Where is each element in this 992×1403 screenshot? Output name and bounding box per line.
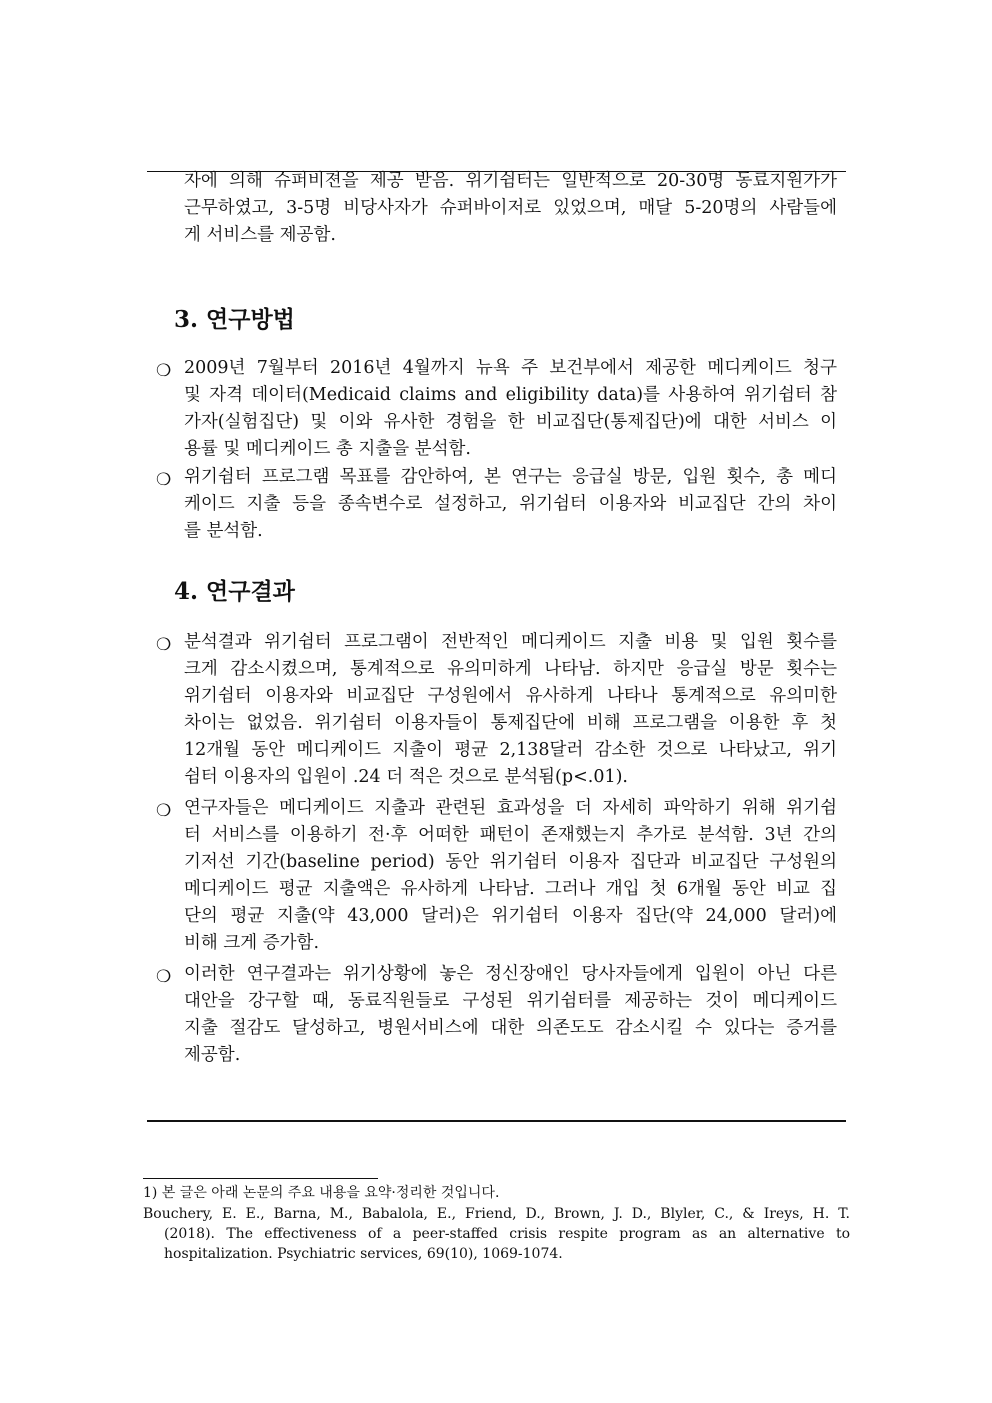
text-line: 를 분석함. <box>184 521 263 541</box>
footnote-separator <box>143 1178 378 1179</box>
text-line: 게 서비스를 제공함. <box>184 225 336 245</box>
text-line: 기저선 기간(baseline period) 동안 위기쉼터 이용자 집단과 비교집단 구성원의 <box>184 852 837 872</box>
bullet-paragraph <box>184 629 837 791</box>
bullet-circle-icon: ❍ <box>156 801 172 821</box>
text-line: 터 서비스를 이용하기 전·후 어떠한 패턴이 존재했는지 추가로 분석함. 3년 간의 <box>184 825 837 845</box>
citation-line: Bouchery, E. E., Barna, M., Babalola, E., Friend, D., Brown, J. D., Blyler, C., & Ireys, H. T. <box>143 1206 850 1222</box>
text-line: 가자(실험집단) 및 이와 유사한 경험을 한 비교집단(통제집단)에 대한 서비스 이 <box>184 412 837 432</box>
text-line: 지출 절감도 달성하고, 병원서비스에 대한 의존도도 감소시킬 수 있다는 증거를 <box>184 1018 837 1038</box>
text-line: 12개월 동안 메디케이드 지출이 평균 2,138달러 감소한 것으로 나타났고, 위기 <box>184 740 837 760</box>
text-line: 단의 평균 지출(약 43,000 달러)은 위기쉼터 이용자 집단(약 24,000 달러)에 <box>184 906 837 926</box>
section-heading-methods: 3. 연구방법 <box>174 306 295 333</box>
bullet-paragraph <box>184 464 837 545</box>
text-line: 용률 및 메디케이드 총 지출을 분석함. <box>184 439 471 459</box>
citation-line: hospitalization. Psychiatric services, 69(10), 1069-1074. <box>164 1246 563 1262</box>
text-line: 제공함. <box>184 1045 241 1065</box>
citation-line: (2018). The effectiveness of a peer-staffed crisis respite program as an alternative to <box>164 1226 850 1242</box>
bullet-circle-icon: ❍ <box>156 967 172 987</box>
text-line: 비해 크게 증가함. <box>184 933 320 953</box>
bullet-paragraph <box>184 961 837 1069</box>
bullet-circle-icon: ❍ <box>156 361 172 381</box>
text-line: 크게 감소시켰으며, 통계적으로 유의미하게 나타남. 하지만 응급실 방문 횟수는 <box>184 659 837 679</box>
text-line: 메디케이드 평균 지출액은 유사하게 나타남. 그러나 개입 첫 6개월 동안 비교 집 <box>184 879 837 899</box>
text-line: 2009년 7월부터 2016년 4월까지 뉴욕 주 보건부에서 제공한 메디케이드 청구 <box>184 358 837 378</box>
bullet-circle-icon: ❍ <box>156 470 172 490</box>
text-line: 근무하였고, 3-5명 비당사자가 슈퍼바이저로 있었으며, 매달 5-20명의 사람들에 <box>184 198 837 218</box>
text-line: 위기쉼터 프로그램 목표를 감안하여, 본 연구는 응급실 방문, 입원 횟수, 총 메디 <box>184 467 837 487</box>
text-line: 분석결과 위기쉼터 프로그램이 전반적인 메디케이드 지출 비용 및 입원 횟수를 <box>184 632 837 652</box>
text-line: 대안을 강구할 때, 동료직원들로 구성된 위기쉼터를 제공하는 것이 메디케이드 <box>184 991 837 1011</box>
text-line: 차이는 없었음. 위기쉼터 이용자들이 통제집단에 비해 프로그램을 이용한 후 첫 <box>184 713 837 733</box>
bullet-paragraph <box>184 355 837 463</box>
text-line: 연구자들은 메디케이드 지출과 관련된 효과성을 더 자세히 파악하기 위해 위기쉼 <box>184 798 837 818</box>
section-heading-results: 4. 연구결과 <box>174 578 295 605</box>
intro-paragraph <box>184 168 837 249</box>
bullet-circle-icon: ❍ <box>156 635 172 655</box>
text-line: 및 자격 데이터(Medicaid claims and eligibility data)를 사용하여 위기쉼터 참 <box>184 385 837 405</box>
text-line: 이러한 연구결과는 위기상황에 놓은 정신장애인 당사자들에게 입원이 아닌 다른 <box>184 964 837 984</box>
text-line: 위기쉼터 이용자와 비교집단 구성원에서 유사하게 나타나 통계적으로 유의미한 <box>184 686 837 706</box>
text-line: 자에 의해 슈퍼비젼을 제공 받음. 위기쉼터는 일반적으로 20-30명 동료지원가가 <box>184 171 837 191</box>
bullet-paragraph <box>184 795 837 957</box>
text-line: 쉼터 이용자의 입원이 .24 더 적은 것으로 분석됨(p<.01). <box>184 767 628 787</box>
bottom-rule <box>147 1120 846 1122</box>
text-line: 케이드 지출 등을 종속변수로 설정하고, 위기쉼터 이용자와 비교집단 간의 차이 <box>184 494 837 514</box>
footnote-citation <box>143 1204 850 1264</box>
footnote-text: 1) 본 글은 아래 논문의 주요 내용을 요약·정리한 것입니다. <box>143 1185 500 1201</box>
